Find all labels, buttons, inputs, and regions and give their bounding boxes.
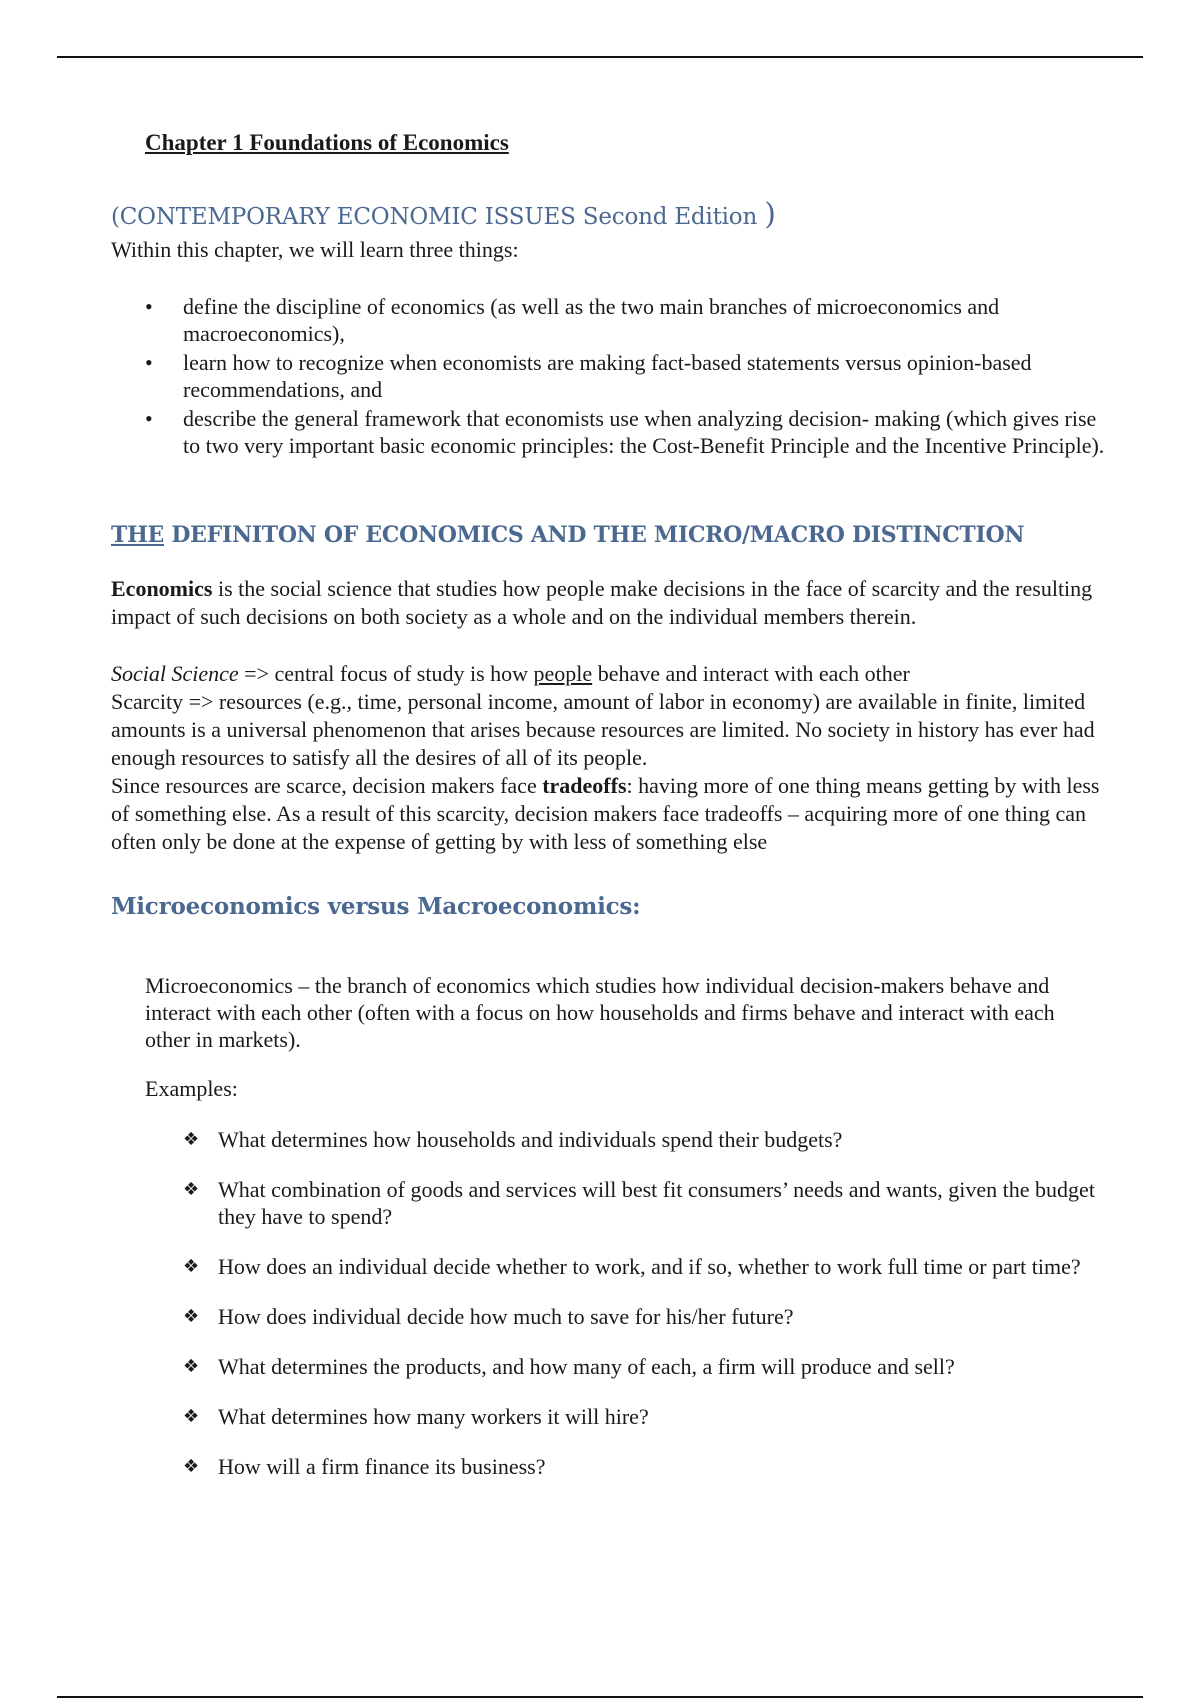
bullet-icon: •: [145, 294, 153, 319]
examples-label: Examples:: [145, 1076, 238, 1101]
objectives-list: [145, 293, 1105, 461]
list-item: • learn how to recognize when economists are making fact-based statements versus opinion-based recommendations, and: [145, 350, 1032, 402]
social-science-line: Social Science => central focus of study is how people behave and interact with each other: [111, 661, 910, 686]
diamond-bullet-icon: ❖: [183, 1256, 200, 1277]
bottom-rule: [57, 1696, 1143, 1698]
list-item: ❖ What determines how many workers it will hire?: [183, 1404, 649, 1429]
edition-closing-paren: ): [764, 197, 776, 232]
micro-macro-heading: Microeconomics versus Macroeconomics:: [111, 893, 641, 920]
list-item: • describe the general framework that economists use when analyzing decision- making (which gives rise to two very important basic economic principles: the Cost-Benefit Principle and the Incentive Principle).: [145, 406, 1105, 458]
edition-text: (CONTEMPORARY ECONOMIC ISSUES Second Edition: [111, 204, 758, 230]
diamond-bullet-icon: ❖: [183, 1306, 200, 1327]
top-rule: [57, 56, 1143, 58]
social-science-term: Social Science: [111, 661, 239, 686]
examples-list: [183, 1126, 1103, 1503]
list-item: • define the discipline of economics (as well as the two main branches of microeconomics and macroeconomics),: [145, 294, 1000, 346]
intro-text: Within this chapter, we will learn three things:: [111, 237, 519, 262]
microeconomics-definition: Microeconomics – the branch of economics which studies how individual decision-makers behave and interact with each other (often with a focus on how households and firms behave and interact with each other in markets).: [145, 973, 1055, 1052]
economics-term: Economics: [111, 576, 213, 601]
list-item: ❖ What determines how households and individuals spend their budgets?: [183, 1127, 843, 1152]
chapter-title: Chapter 1 Foundations of Economics: [145, 130, 509, 155]
diamond-bullet-icon: ❖: [183, 1179, 200, 1200]
scarcity-line: Scarcity => resources (e.g., time, personal income, amount of labor in economy) are available in finite, limited amounts is a universal phenomenon that arises because resources are limited. No society in history has ever had enough resources to satisfy all the desires of all of its people.: [111, 689, 1095, 770]
bullet-icon: •: [145, 406, 153, 431]
bullet-icon: •: [145, 350, 153, 375]
list-item: ❖ How does an individual decide whether to work, and if so, whether to work full time or part time?: [183, 1254, 1081, 1279]
diamond-bullet-icon: ❖: [183, 1356, 200, 1377]
diamond-bullet-icon: ❖: [183, 1406, 200, 1427]
scarcity-paragraph: [111, 660, 1111, 856]
list-item: ❖ How does individual decide how much to save for his/her future?: [183, 1304, 794, 1329]
tradeoffs-line: Since resources are scarce, decision makers face tradeoffs: having more of one thing means getting by with less of something else. As a result of this scarcity, decision makers face tradeoffs – acquiring more of one thing can often only be done at the expense of getting by with less of something else: [111, 773, 1100, 854]
tradeoffs-term: tradeoffs: [542, 773, 627, 798]
list-item: ❖ What combination of goods and services will best fit consumers’ needs and wants, given the budget they have to spend?: [183, 1177, 1095, 1229]
economics-definition: Economics is the social science that studies how people make decisions in the face of scarcity and the resulting impact of such decisions on both society as a whole and on the individual members therein.: [111, 576, 1093, 629]
edition-heading: [111, 197, 776, 232]
section-heading: THE DEFINITON OF ECONOMICS AND THE MICRO/MACRO DISTINCTION: [111, 522, 1025, 548]
list-item: ❖ What determines the products, and how many of each, a firm will produce and sell?: [183, 1354, 955, 1379]
diamond-bullet-icon: ❖: [183, 1129, 200, 1150]
list-item: ❖ How will a firm finance its business?: [183, 1454, 546, 1479]
diamond-bullet-icon: ❖: [183, 1456, 200, 1477]
